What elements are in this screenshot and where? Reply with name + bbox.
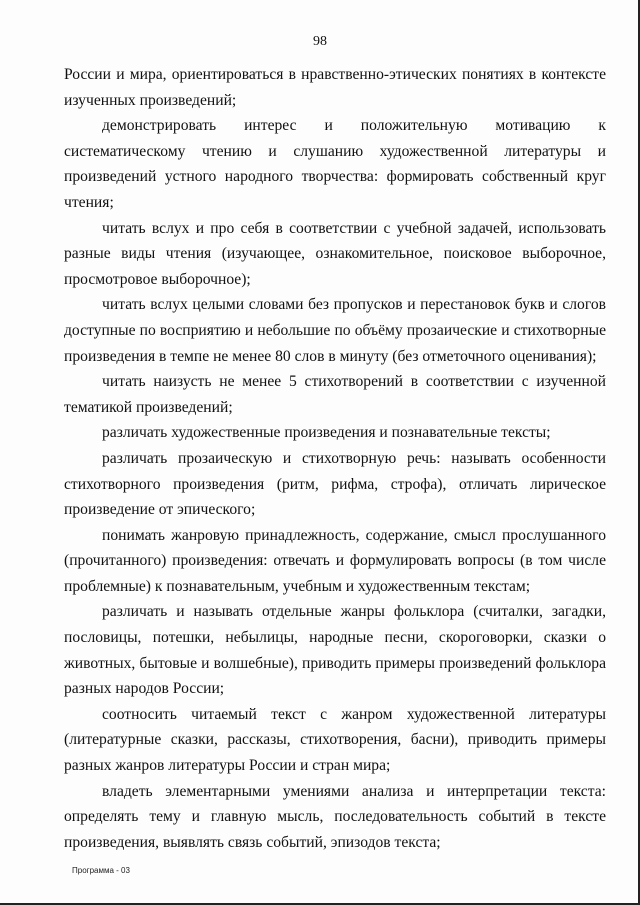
paragraph: различать и называть отдельные жанры фольклора (считалки, загадки, пословицы, потешки, небылицы, народные песни, скороговорки, сказки о животных, бытовые и волшебные), приводить примеры произведений фольклора разных народов России; (64, 603, 606, 698)
paragraph: читать наизусть не менее 5 стихотворений в соответствии с изученной тематикой произведений; (64, 373, 606, 416)
page-number: 98 (313, 34, 327, 49)
paragraph: владеть элементарными умениями анализа и интерпретации текста: определять тему и главную мысль, последовательность событий в тексте произведения, выявлять связь событий, эпизодов текста; (64, 782, 606, 851)
paragraph: России и мира, ориентироваться в нравственно-этических понятиях в контексте изученных произведений; (64, 66, 606, 109)
footer-label: Программа - 03 (72, 866, 130, 875)
paragraph: различать прозаическую и стихотворную речь: называть особенности стихотворного произведения (ритм, рифма, строфа), отличать лирическое произведение от эпического; (64, 449, 606, 519)
paragraph: читать вслух и про себя в соответствии с учебной задачей, использовать разные виды чтения (изучающее, ознакомительное, поисковое выборочное, просмотровое выборочное); (64, 219, 606, 288)
paragraph: демонстрировать интерес и положительную мотивацию к систематическому чтению и слушанию художественной литературы и произведений устного народного творчества: формировать собственный круг чтения; (64, 117, 606, 211)
paragraph: понимать жанровую принадлежность, содержание, смысл прослушанного (прочитанного) произведения: отвечать и формулировать вопросы (в том числе проблемные) к познавательным, учебным и художественным текстам; (64, 526, 606, 595)
paragraph: читать вслух целыми словами без пропусков и перестановок букв и слогов доступные по восприятию и небольшие по объёму прозаические и стихотворные произведения в темпе не менее 80 слов в минуту (без отметочного оценивания); (64, 296, 606, 365)
paragraph: различать художественные произведения и познавательные тексты; (102, 424, 551, 442)
paragraph: соотносить читаемый текст с жанром художественной литературы (литературные сказки, рассказы, стихотворения, басни), приводить примеры разных жанров литературы России и стран мира; (64, 705, 606, 775)
body-text (64, 62, 606, 855)
